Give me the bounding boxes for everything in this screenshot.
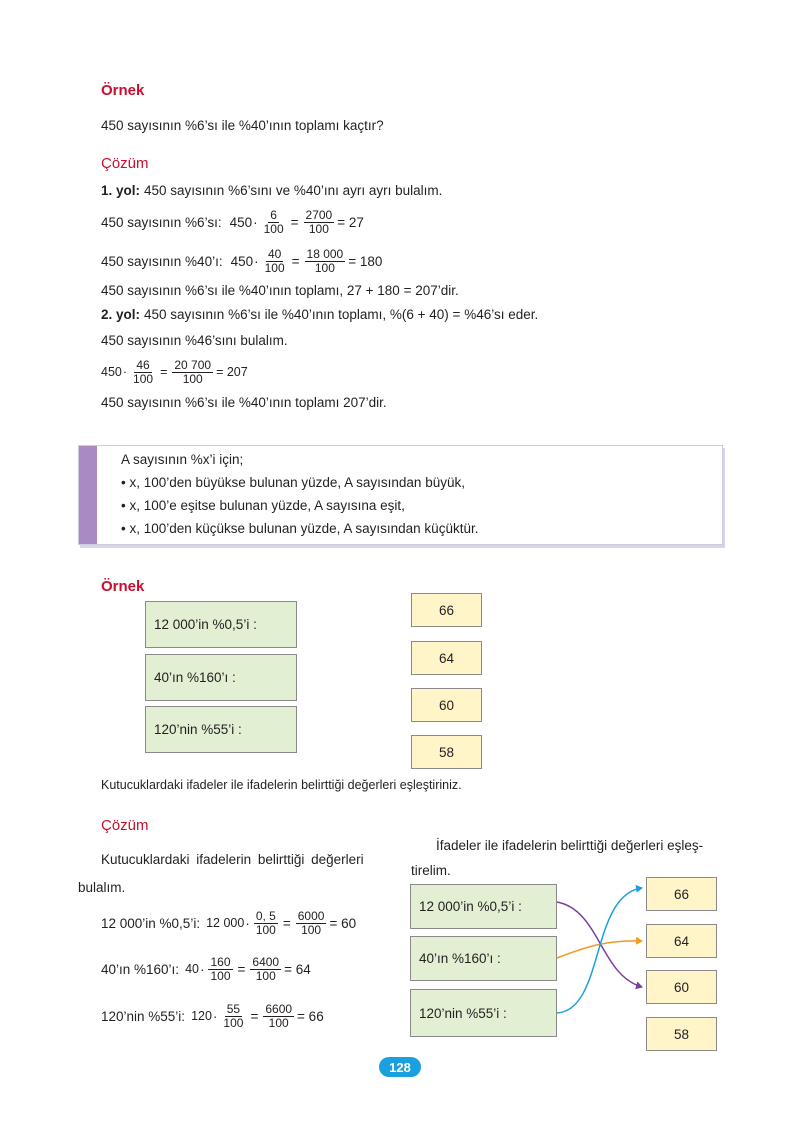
example-heading: Örnek: [101, 82, 145, 99]
calc-base: 120: [191, 1009, 212, 1023]
way1-text: 450 sayısının %6’sını ve %40’ını ayrı ayrı bulalım.: [144, 183, 443, 198]
fraction: $\frac{18 000}{100}$: [306, 246, 344, 275]
fraction: $\frac{6400}{100}$: [252, 954, 280, 983]
fraction: $\frac{20 700}{100}$: [174, 357, 212, 386]
calc-result: = 180: [348, 253, 383, 269]
expression-box: 120’nin %55’i :: [145, 706, 297, 753]
value-box: 64: [411, 641, 482, 675]
solution-left-text: Kutucuklardaki ifadelerin belirttiği değerleri: [101, 852, 364, 867]
solution-left-text: bulalım.: [78, 880, 126, 895]
calc-base: 450: [230, 253, 254, 269]
expression-box: 12 000’in %0,5’i :: [145, 601, 297, 648]
expression-box: 12 000’in %0,5’i :: [410, 884, 557, 929]
value-box: 58: [411, 735, 482, 769]
calc-line-expression-1: 12 000’in %0,5’i: 12 000 · $\frac{0, 5}{100}$ = $\frac{6000}{100}$ = 60: [101, 908, 357, 937]
example-question: 450 sayısının %6’sı ile %40’ının toplamı kaçtır?: [101, 118, 384, 133]
calc-prefix: 450 sayısının %40’ı:: [101, 253, 223, 269]
calc-prefix: 450 sayısının %6’sı:: [101, 214, 222, 230]
calc-line-expression-3: 120’nin %55’i: 120 · $\frac{55}{100}$ = $\frac{6600}{100}$ = 66: [101, 1001, 324, 1030]
calc-line-expression-2: 40’ın %160’ı: 40 · $\frac{160}{100}$ = $\frac{6400}{100}$ = 64: [101, 954, 311, 983]
calc-line-40-percent: 450 sayısının %40’ı: 450 · $\frac{40}{100}$ = $\frac{18 000}{100}$ = 180: [101, 246, 383, 275]
way2-label: 2. yol:: [101, 307, 141, 322]
conclusion-text: 450 sayısının %6’sı ile %40’ının toplamı 207’dir.: [101, 395, 387, 410]
calc-result: = 64: [284, 961, 311, 977]
value-box: 66: [646, 877, 717, 911]
example-heading: Örnek: [101, 578, 145, 595]
fraction: $\frac{55}{100}$: [223, 1001, 244, 1030]
calc-base: 450: [101, 365, 122, 379]
solution-right-text: İfadeler ile ifadelerin belirttiği değerleri eşleş-: [436, 838, 704, 853]
info-title: A sayısının %x’i için;: [121, 452, 244, 467]
solution-heading: Çözüm: [101, 817, 149, 834]
info-bullet: • x, 100’den büyükse bulunan yüzde, A sayısından büyük,: [121, 475, 465, 490]
value-box: 60: [411, 688, 482, 722]
page-number: 128: [379, 1057, 421, 1077]
calc-result: = 66: [297, 1008, 324, 1024]
calc-base: 40: [185, 962, 199, 976]
calc-result: = 207: [216, 365, 248, 379]
calc-result: = 60: [329, 915, 357, 931]
fraction: $\frac{2700}{100}$: [305, 207, 333, 236]
way2-text: 450 sayısının %6’sı ile %40’ının toplamı, %(6 + 40) = %46’sı eder.: [144, 307, 539, 322]
value-box: 58: [646, 1017, 717, 1051]
expression-box: 40’ın %160’ı :: [410, 936, 557, 981]
calc-prefix: 12 000’in %0,5’i:: [101, 915, 201, 931]
solution-heading: Çözüm: [101, 155, 149, 172]
expression-box: 40’ın %160’ı :: [145, 654, 297, 701]
fraction: $\frac{6600}{100}$: [265, 1001, 293, 1030]
value-box: 64: [646, 924, 717, 958]
way1-label: 1. yol:: [101, 183, 141, 198]
solution-right-text: tirelim.: [411, 863, 451, 878]
calc-base: 12 000: [206, 916, 245, 930]
fraction: $\frac{0, 5}{100}$: [255, 908, 276, 937]
calc-line-46-percent: 450 · $\frac{46}{100}$ = $\frac{20 700}{100}$ = 207: [101, 357, 248, 386]
expression-box: 120’nin %55’i :: [410, 989, 557, 1037]
info-bullet: • x, 100’den küçükse bulunan yüzde, A sayısından küçüktür.: [121, 521, 479, 536]
fraction: $\frac{40}{100}$: [264, 246, 285, 275]
calc-prefix: 120’nin %55’i:: [101, 1008, 186, 1024]
calc-prefix: 40’ın %160’ı:: [101, 961, 180, 977]
instruction-text: Kutucuklardaki ifadeler ile ifadelerin belirttiği değerleri eşleştiriniz.: [101, 778, 462, 792]
sum-text: 450 sayısının %6’sı ile %40’ının toplamı, 27 + 180 = 207’dir.: [101, 283, 459, 298]
calc-base: 450: [229, 214, 253, 230]
calc-line-6-percent: 450 sayısının %6’sı: 450 · $\frac{6}{100}$ = $\frac{2700}{100}$ = 27: [101, 207, 364, 236]
calc-result: = 27: [337, 214, 364, 230]
fraction: $\frac{6000}{100}$: [297, 908, 325, 937]
fraction: $\frac{46}{100}$: [133, 357, 154, 386]
info-bullet: • x, 100’e eşitse bulunan yüzde, A sayısına eşit,: [121, 498, 405, 513]
fraction: $\frac{6}{100}$: [263, 207, 284, 236]
find-46-text: 450 sayısının %46’sını bulalım.: [101, 333, 288, 348]
value-box: 66: [411, 593, 482, 627]
fraction: $\frac{160}{100}$: [210, 954, 231, 983]
value-box: 60: [646, 970, 717, 1004]
